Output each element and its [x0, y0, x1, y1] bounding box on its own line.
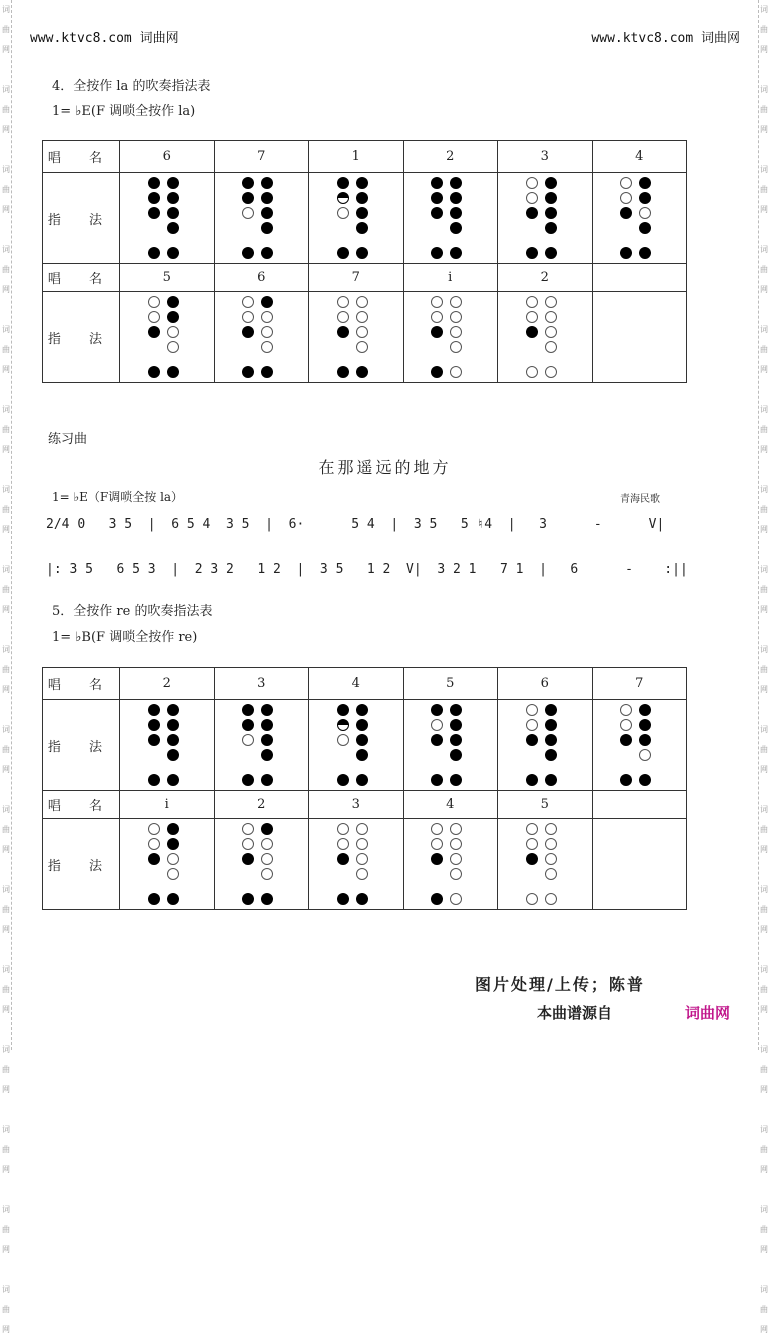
closed-hole-icon	[148, 734, 160, 746]
closed-hole-icon	[450, 222, 462, 234]
fingering-cell	[498, 292, 593, 383]
fingering-cell	[403, 173, 498, 264]
closed-hole-icon	[545, 719, 557, 731]
open-hole-icon	[450, 311, 462, 323]
open-hole-icon	[639, 207, 651, 219]
fingering-cell	[120, 700, 215, 791]
closed-hole-icon	[545, 177, 557, 189]
section4-title: 4．全按作 la 的吹奏指法表	[52, 79, 211, 94]
closed-hole-icon	[620, 734, 632, 746]
closed-hole-icon	[261, 893, 273, 905]
note-name-cell: 7	[592, 668, 687, 700]
fingering-cell	[120, 292, 215, 383]
fingering-cell	[309, 292, 404, 383]
closed-hole-icon	[261, 296, 273, 308]
row-label-fingering: 指 法	[43, 819, 120, 910]
closed-hole-icon	[337, 774, 349, 786]
closed-hole-icon	[450, 719, 462, 731]
score-line-1-notes: 0 3 5 | 6 5 4 3 5 | 6· 5 4 | 3 5 5 ♮4 | 3 - V|	[77, 517, 665, 532]
closed-hole-icon	[356, 177, 368, 189]
open-hole-icon	[356, 341, 368, 353]
fingering-diagram	[498, 173, 592, 263]
open-hole-icon	[545, 823, 557, 835]
open-hole-icon	[337, 296, 349, 308]
open-hole-icon	[545, 366, 557, 378]
open-hole-icon	[148, 311, 160, 323]
closed-hole-icon	[261, 177, 273, 189]
closed-hole-icon	[148, 774, 160, 786]
closed-hole-icon	[167, 192, 179, 204]
open-hole-icon	[450, 823, 462, 835]
open-hole-icon	[148, 296, 160, 308]
note-name-cell: 4	[403, 791, 498, 819]
closed-hole-icon	[356, 774, 368, 786]
note-name-cell: 4	[309, 668, 404, 700]
closed-hole-icon	[242, 326, 254, 338]
open-hole-icon	[261, 853, 273, 865]
note-name-cell: 4	[592, 141, 687, 173]
closed-hole-icon	[356, 893, 368, 905]
closed-hole-icon	[242, 719, 254, 731]
open-hole-icon	[639, 749, 651, 761]
closed-hole-icon	[450, 774, 462, 786]
closed-hole-icon	[167, 749, 179, 761]
fingering-cell	[403, 292, 498, 383]
row-label-name: 唱 名	[43, 791, 120, 819]
row-label-name: 唱 名	[43, 141, 120, 173]
fingering-cell	[403, 819, 498, 910]
closed-hole-icon	[337, 177, 349, 189]
note-name-cell: 5	[403, 668, 498, 700]
closed-hole-icon	[167, 719, 179, 731]
note-name-cell: 6	[120, 141, 215, 173]
fingering-diagram	[120, 173, 214, 263]
closed-hole-icon	[356, 207, 368, 219]
closed-hole-icon	[148, 893, 160, 905]
open-hole-icon	[431, 719, 443, 731]
half-hole-icon	[337, 719, 349, 731]
closed-hole-icon	[242, 247, 254, 259]
fingering-cell	[498, 700, 593, 791]
closed-hole-icon	[450, 704, 462, 716]
closed-hole-icon	[337, 704, 349, 716]
closed-hole-icon	[261, 734, 273, 746]
song-source: 青海民歌	[620, 494, 660, 505]
open-hole-icon	[526, 823, 538, 835]
closed-hole-icon	[337, 893, 349, 905]
closed-hole-icon	[620, 774, 632, 786]
note-name-cell: 2	[120, 668, 215, 700]
header-left-link[interactable]: www.ktvc8.com 词曲网	[30, 31, 179, 46]
closed-hole-icon	[148, 704, 160, 716]
open-hole-icon	[620, 177, 632, 189]
note-name-cell: 1	[309, 141, 404, 173]
fingering-diagram	[120, 292, 214, 382]
site-link[interactable]: 词曲网	[685, 1004, 731, 1022]
closed-hole-icon	[242, 177, 254, 189]
fingering-diagram	[120, 819, 214, 909]
closed-hole-icon	[167, 774, 179, 786]
closed-hole-icon	[356, 222, 368, 234]
open-hole-icon	[545, 296, 557, 308]
open-hole-icon	[431, 311, 443, 323]
closed-hole-icon	[261, 192, 273, 204]
closed-hole-icon	[620, 207, 632, 219]
left-margin-watermark: 词 曲 网 词 曲 网 词 曲 网 词 曲 网 词 曲 网 词 曲 网 词 曲 网 词 曲 网 词 曲 网 词 曲 网 词 曲 网 词 曲 网 词 曲 网 词 曲 网 词 曲 网 词 曲 网 词 曲 网	[1, 0, 12, 1050]
closed-hole-icon	[526, 734, 538, 746]
fingering-cell	[214, 292, 309, 383]
closed-hole-icon	[526, 853, 538, 865]
open-hole-icon	[356, 296, 368, 308]
closed-hole-icon	[167, 222, 179, 234]
closed-hole-icon	[639, 177, 651, 189]
closed-hole-icon	[545, 247, 557, 259]
upload-credit: 图片处理/上传；陈普	[475, 975, 645, 994]
open-hole-icon	[337, 311, 349, 323]
fingering-diagram	[593, 173, 687, 263]
closed-hole-icon	[337, 247, 349, 259]
note-name-cell: 6	[498, 668, 593, 700]
open-hole-icon	[242, 823, 254, 835]
row-label-name: 唱 名	[43, 668, 120, 700]
row-label-fingering: 指 法	[43, 700, 120, 791]
open-hole-icon	[242, 734, 254, 746]
closed-hole-icon	[167, 296, 179, 308]
open-hole-icon	[356, 823, 368, 835]
fingering-diagram	[404, 700, 498, 790]
open-hole-icon	[242, 838, 254, 850]
open-hole-icon	[431, 296, 443, 308]
closed-hole-icon	[450, 247, 462, 259]
closed-hole-icon	[148, 719, 160, 731]
closed-hole-icon	[431, 366, 443, 378]
closed-hole-icon	[167, 838, 179, 850]
closed-hole-icon	[261, 823, 273, 835]
open-hole-icon	[545, 311, 557, 323]
open-hole-icon	[526, 366, 538, 378]
open-hole-icon	[242, 296, 254, 308]
note-name-cell: 2	[214, 791, 309, 819]
closed-hole-icon	[450, 749, 462, 761]
closed-hole-icon	[148, 366, 160, 378]
open-hole-icon	[356, 838, 368, 850]
open-hole-icon	[545, 853, 557, 865]
closed-hole-icon	[261, 222, 273, 234]
closed-hole-icon	[450, 207, 462, 219]
open-hole-icon	[450, 853, 462, 865]
note-name-cell: 3	[214, 668, 309, 700]
closed-hole-icon	[639, 719, 651, 731]
closed-hole-icon	[526, 247, 538, 259]
open-hole-icon	[450, 838, 462, 850]
open-hole-icon	[337, 838, 349, 850]
open-hole-icon	[356, 868, 368, 880]
closed-hole-icon	[431, 207, 443, 219]
fingering-diagram	[215, 819, 309, 909]
open-hole-icon	[261, 326, 273, 338]
open-hole-icon	[545, 341, 557, 353]
fingering-diagram	[498, 700, 592, 790]
open-hole-icon	[431, 823, 443, 835]
open-hole-icon	[526, 296, 538, 308]
open-hole-icon	[261, 838, 273, 850]
practice-label: 练习曲	[48, 432, 88, 447]
half-hole-icon	[337, 192, 349, 204]
closed-hole-icon	[261, 774, 273, 786]
score-line-1	[46, 517, 686, 532]
fingering-cell	[120, 173, 215, 264]
closed-hole-icon	[545, 192, 557, 204]
section5-key: 1= ♭B(F 调唢全按作 re)	[52, 630, 198, 645]
fingering-cell	[592, 700, 687, 791]
closed-hole-icon	[356, 247, 368, 259]
closed-hole-icon	[545, 749, 557, 761]
closed-hole-icon	[167, 734, 179, 746]
section4-key: 1= ♭E(F 调唢全按作 la)	[52, 104, 196, 119]
closed-hole-icon	[337, 853, 349, 865]
open-hole-icon	[261, 311, 273, 323]
empty-cell	[592, 264, 687, 292]
open-hole-icon	[337, 207, 349, 219]
row-label-name: 唱 名	[43, 264, 120, 292]
closed-hole-icon	[167, 893, 179, 905]
note-name-cell: 7	[214, 141, 309, 173]
open-hole-icon	[337, 734, 349, 746]
open-hole-icon	[620, 719, 632, 731]
open-hole-icon	[450, 366, 462, 378]
fingering-cell	[309, 819, 404, 910]
closed-hole-icon	[431, 774, 443, 786]
open-hole-icon	[242, 207, 254, 219]
closed-hole-icon	[639, 774, 651, 786]
closed-hole-icon	[148, 192, 160, 204]
open-hole-icon	[242, 311, 254, 323]
closed-hole-icon	[261, 749, 273, 761]
open-hole-icon	[545, 893, 557, 905]
open-hole-icon	[526, 719, 538, 731]
open-hole-icon	[356, 326, 368, 338]
closed-hole-icon	[167, 207, 179, 219]
source-label: 本曲谱源自	[537, 1004, 613, 1022]
closed-hole-icon	[431, 704, 443, 716]
closed-hole-icon	[639, 222, 651, 234]
closed-hole-icon	[526, 207, 538, 219]
open-hole-icon	[620, 192, 632, 204]
open-hole-icon	[526, 704, 538, 716]
closed-hole-icon	[545, 207, 557, 219]
open-hole-icon	[620, 704, 632, 716]
open-hole-icon	[526, 893, 538, 905]
note-name-cell: 7	[309, 264, 404, 292]
open-hole-icon	[450, 326, 462, 338]
open-hole-icon	[167, 341, 179, 353]
empty-cell	[592, 791, 687, 819]
fingering-diagram	[215, 292, 309, 382]
closed-hole-icon	[431, 247, 443, 259]
closed-hole-icon	[261, 719, 273, 731]
open-hole-icon	[526, 192, 538, 204]
open-hole-icon	[167, 326, 179, 338]
open-hole-icon	[545, 868, 557, 880]
fingering-cell	[120, 819, 215, 910]
closed-hole-icon	[167, 704, 179, 716]
closed-hole-icon	[337, 326, 349, 338]
closed-hole-icon	[639, 192, 651, 204]
closed-hole-icon	[356, 719, 368, 731]
closed-hole-icon	[261, 704, 273, 716]
fingering-cell	[592, 173, 687, 264]
fingering-cell	[403, 700, 498, 791]
row-label-fingering: 指 法	[43, 173, 120, 264]
note-name-cell: i	[120, 791, 215, 819]
section5-title: 5．全按作 re 的吹奏指法表	[52, 604, 213, 619]
closed-hole-icon	[148, 207, 160, 219]
open-hole-icon	[545, 326, 557, 338]
closed-hole-icon	[450, 177, 462, 189]
open-hole-icon	[356, 853, 368, 865]
fingering-diagram	[498, 819, 592, 909]
closed-hole-icon	[167, 366, 179, 378]
open-hole-icon	[431, 838, 443, 850]
closed-hole-icon	[167, 247, 179, 259]
closed-hole-icon	[148, 177, 160, 189]
closed-hole-icon	[356, 734, 368, 746]
fingering-diagram	[215, 173, 309, 263]
open-hole-icon	[356, 311, 368, 323]
open-hole-icon	[450, 868, 462, 880]
closed-hole-icon	[261, 247, 273, 259]
closed-hole-icon	[242, 774, 254, 786]
open-hole-icon	[148, 823, 160, 835]
fingering-diagram	[404, 173, 498, 263]
right-margin-watermark: 词 曲 网 词 曲 网 词 曲 网 词 曲 网 词 曲 网 词 曲 网 词 曲 网 词 曲 网 词 曲 网 词 曲 网 词 曲 网 词 曲 网 词 曲 网 词 曲 网 词 曲 网 词 曲 网 词 曲 网	[758, 0, 769, 1050]
closed-hole-icon	[431, 853, 443, 865]
fingering-diagram	[120, 700, 214, 790]
fingering-cell	[214, 700, 309, 791]
fingering-diagram	[498, 292, 592, 382]
closed-hole-icon	[337, 366, 349, 378]
fingering-diagram	[309, 700, 403, 790]
closed-hole-icon	[526, 326, 538, 338]
open-hole-icon	[450, 296, 462, 308]
empty-cell	[592, 819, 687, 910]
closed-hole-icon	[639, 247, 651, 259]
note-name-cell: 3	[498, 141, 593, 173]
closed-hole-icon	[545, 734, 557, 746]
fingering-cell	[498, 819, 593, 910]
open-hole-icon	[450, 893, 462, 905]
fingering-table-re	[42, 667, 687, 910]
fingering-cell	[498, 173, 593, 264]
open-hole-icon	[450, 341, 462, 353]
closed-hole-icon	[545, 222, 557, 234]
open-hole-icon	[526, 311, 538, 323]
closed-hole-icon	[639, 734, 651, 746]
note-name-cell: 5	[498, 791, 593, 819]
closed-hole-icon	[450, 734, 462, 746]
empty-cell	[592, 292, 687, 383]
closed-hole-icon	[148, 853, 160, 865]
closed-hole-icon	[356, 366, 368, 378]
note-name-cell: i	[403, 264, 498, 292]
closed-hole-icon	[148, 247, 160, 259]
closed-hole-icon	[639, 704, 651, 716]
closed-hole-icon	[261, 366, 273, 378]
closed-hole-icon	[167, 823, 179, 835]
fingering-cell	[214, 173, 309, 264]
closed-hole-icon	[431, 192, 443, 204]
open-hole-icon	[167, 868, 179, 880]
row-label-fingering: 指 法	[43, 292, 120, 383]
closed-hole-icon	[545, 704, 557, 716]
closed-hole-icon	[526, 774, 538, 786]
note-name-cell: 3	[309, 791, 404, 819]
closed-hole-icon	[431, 893, 443, 905]
practice-key: 1= ♭E（F调唢全按 la）	[52, 490, 184, 504]
note-name-cell: 6	[214, 264, 309, 292]
fingering-diagram	[309, 819, 403, 909]
closed-hole-icon	[431, 326, 443, 338]
time-signature: 2/4	[46, 517, 70, 532]
closed-hole-icon	[167, 311, 179, 323]
open-hole-icon	[261, 868, 273, 880]
fingering-diagram	[309, 173, 403, 263]
song-title: 在那遥远的地方	[318, 458, 452, 477]
closed-hole-icon	[545, 774, 557, 786]
closed-hole-icon	[356, 749, 368, 761]
fingering-table-la	[42, 140, 687, 383]
fingering-cell	[214, 819, 309, 910]
closed-hole-icon	[431, 734, 443, 746]
closed-hole-icon	[242, 853, 254, 865]
open-hole-icon	[167, 853, 179, 865]
header-right-link[interactable]: www.ktvc8.com 词曲网	[591, 31, 740, 46]
closed-hole-icon	[167, 177, 179, 189]
open-hole-icon	[261, 341, 273, 353]
fingering-diagram	[215, 700, 309, 790]
fingering-cell	[309, 173, 404, 264]
fingering-diagram	[404, 292, 498, 382]
open-hole-icon	[545, 838, 557, 850]
note-name-cell: 2	[403, 141, 498, 173]
open-hole-icon	[526, 838, 538, 850]
closed-hole-icon	[242, 704, 254, 716]
closed-hole-icon	[620, 247, 632, 259]
fingering-diagram	[404, 819, 498, 909]
note-name-cell: 5	[120, 264, 215, 292]
closed-hole-icon	[431, 177, 443, 189]
closed-hole-icon	[148, 326, 160, 338]
closed-hole-icon	[261, 207, 273, 219]
closed-hole-icon	[242, 366, 254, 378]
open-hole-icon	[148, 838, 160, 850]
fingering-diagram	[309, 292, 403, 382]
score-line-2: |: 3 5 6 5 3 | 2 3 2 1 2 | 3 5 1 2 V| 3 2 1 7 1 | 6 - :||	[46, 562, 688, 577]
closed-hole-icon	[356, 704, 368, 716]
fingering-diagram	[593, 700, 687, 790]
closed-hole-icon	[450, 192, 462, 204]
fingering-cell	[309, 700, 404, 791]
open-hole-icon	[526, 177, 538, 189]
note-name-cell: 2	[498, 264, 593, 292]
closed-hole-icon	[356, 192, 368, 204]
closed-hole-icon	[242, 192, 254, 204]
open-hole-icon	[337, 823, 349, 835]
closed-hole-icon	[242, 893, 254, 905]
